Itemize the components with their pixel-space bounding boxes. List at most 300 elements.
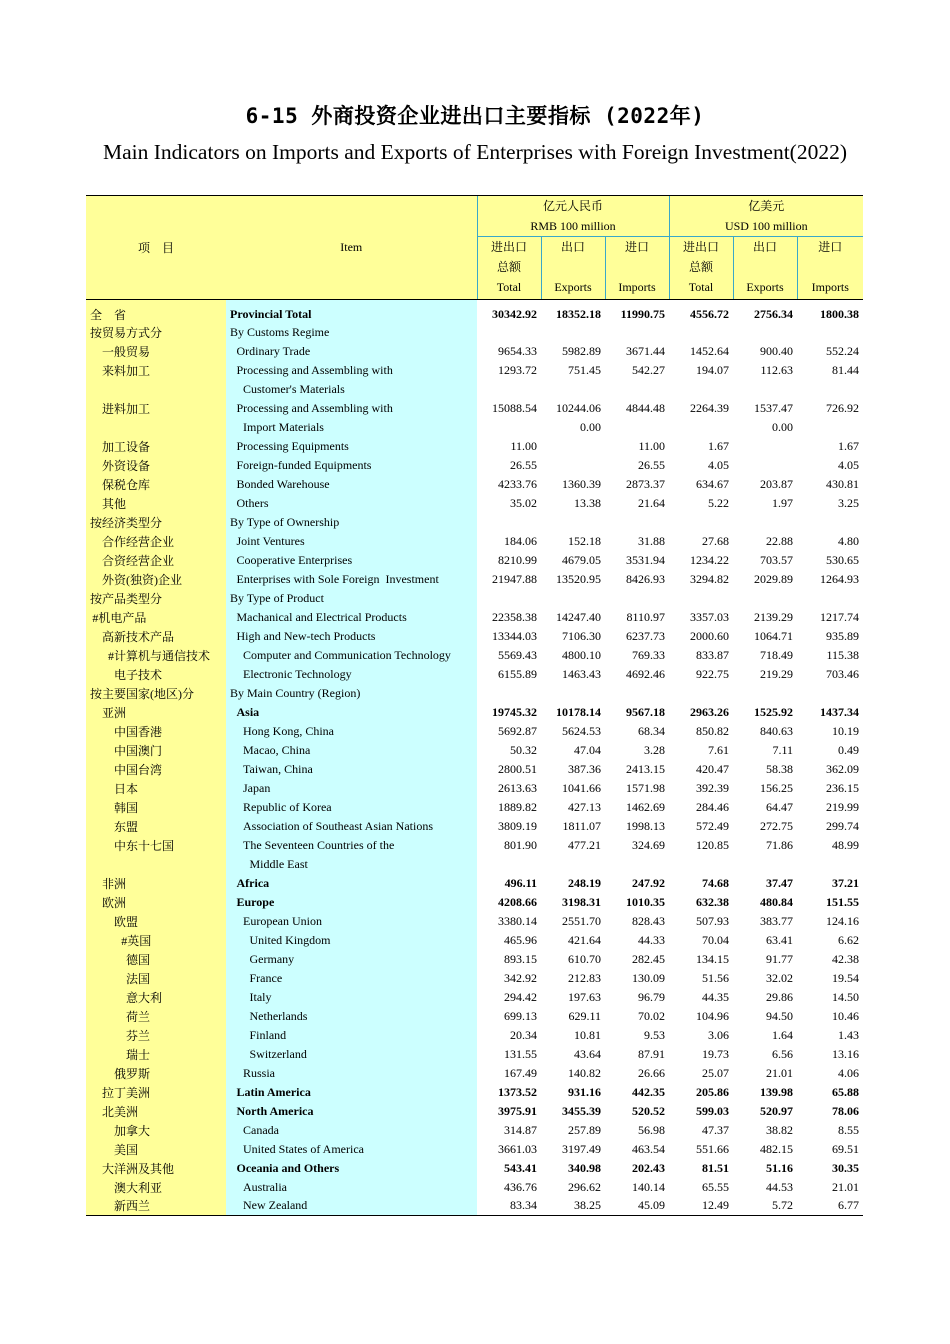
row-value: 430.81 (797, 475, 863, 494)
row-value: 1452.64 (669, 342, 733, 361)
row-value: 131.55 (477, 1045, 541, 1064)
row-value (797, 380, 863, 399)
row-value: 4679.05 (541, 551, 605, 570)
row-value: 294.42 (477, 988, 541, 1007)
row-value: 629.11 (541, 1007, 605, 1026)
table-row (86, 608, 863, 627)
row-label-cn: 拉丁美洲 (86, 1083, 226, 1102)
row-value: 507.93 (669, 912, 733, 931)
row-value: 14247.40 (541, 608, 605, 627)
row-label-cn: 亚洲 (86, 703, 226, 722)
row-value: 7.11 (733, 741, 797, 760)
row-value: 4233.76 (477, 475, 541, 494)
row-label-cn: 高新技术产品 (86, 627, 226, 646)
row-label-cn: 外资(独资)企业 (86, 570, 226, 589)
row-label-en: United Kingdom (226, 931, 477, 950)
row-value (669, 380, 733, 399)
header-rmb-total-cn: 进出口 总额 (477, 237, 541, 278)
row-label-cn: 法国 (86, 969, 226, 988)
row-value: 44.35 (669, 988, 733, 1007)
row-value: 152.18 (541, 532, 605, 551)
row-value: 18352.18 (541, 299, 605, 323)
table-row (86, 646, 863, 665)
row-value: 1.67 (669, 437, 733, 456)
row-value: 44.53 (733, 1178, 797, 1197)
row-value: 482.15 (733, 1140, 797, 1159)
row-value: 1.64 (733, 1026, 797, 1045)
header-usd-total-en: Total (669, 277, 733, 299)
row-label-cn: 欧洲 (86, 893, 226, 912)
row-value: 1293.72 (477, 361, 541, 380)
row-label-en: Bonded Warehouse (226, 475, 477, 494)
table-row (86, 1121, 863, 1140)
row-label-en: Germany (226, 950, 477, 969)
row-value: 10244.06 (541, 399, 605, 418)
row-value: 726.92 (797, 399, 863, 418)
row-label-en: By Main Country (Region) (226, 684, 477, 703)
row-value: 4208.66 (477, 893, 541, 912)
row-value (669, 513, 733, 532)
row-label-cn: 进料加工 (86, 399, 226, 418)
row-value: 421.64 (541, 931, 605, 950)
row-value: 4.80 (797, 532, 863, 551)
row-value: 2139.29 (733, 608, 797, 627)
row-value: 935.89 (797, 627, 863, 646)
row-value (733, 513, 797, 532)
row-label-cn: 电子技术 (86, 665, 226, 684)
row-label-en: Foreign-funded Equipments (226, 456, 477, 475)
row-value (797, 323, 863, 342)
header-item-en: Item (226, 196, 477, 300)
row-value: 15088.54 (477, 399, 541, 418)
row-label-en: Processing Equipments (226, 437, 477, 456)
row-value: 2029.89 (733, 570, 797, 589)
row-value (605, 380, 669, 399)
row-value: 1.97 (733, 494, 797, 513)
row-label-en: Europe (226, 893, 477, 912)
row-label-cn: 加拿大 (86, 1121, 226, 1140)
row-value: 78.06 (797, 1102, 863, 1121)
table-row (86, 437, 863, 456)
row-label-en: Japan (226, 779, 477, 798)
table-row (86, 1045, 863, 1064)
row-value: 25.07 (669, 1064, 733, 1083)
row-value (605, 589, 669, 608)
header-rmb-exports-cn: 出口 (541, 237, 605, 278)
row-value (541, 513, 605, 532)
row-label-cn: 韩国 (86, 798, 226, 817)
row-value: 340.98 (541, 1159, 605, 1178)
row-label-en: Machanical and Electrical Products (226, 608, 477, 627)
row-value: 922.75 (669, 665, 733, 684)
row-label-cn: 来料加工 (86, 361, 226, 380)
row-value: 212.83 (541, 969, 605, 988)
row-label-en: United States of America (226, 1140, 477, 1159)
row-value: 3809.19 (477, 817, 541, 836)
row-value: 203.87 (733, 475, 797, 494)
row-value: 3.06 (669, 1026, 733, 1045)
row-value: 284.46 (669, 798, 733, 817)
row-value: 219.99 (797, 798, 863, 817)
row-value: 4556.72 (669, 299, 733, 323)
row-label-en: Electronic Technology (226, 665, 477, 684)
row-value: 56.98 (605, 1121, 669, 1140)
row-value: 1525.92 (733, 703, 797, 722)
row-value: 8.55 (797, 1121, 863, 1140)
table-row (86, 380, 863, 399)
row-value: 1041.66 (541, 779, 605, 798)
row-value: 6.62 (797, 931, 863, 950)
row-label-en: Oceania and Others (226, 1159, 477, 1178)
row-value: 247.92 (605, 874, 669, 893)
row-value: 184.06 (477, 532, 541, 551)
table-row (86, 1102, 863, 1121)
row-value: 42.38 (797, 950, 863, 969)
row-value: 0.49 (797, 741, 863, 760)
row-value (733, 456, 797, 475)
row-value: 751.45 (541, 361, 605, 380)
row-value: 130.09 (605, 969, 669, 988)
row-value: 21.01 (733, 1064, 797, 1083)
row-value: 11990.75 (605, 299, 669, 323)
table-row (86, 703, 863, 722)
row-value: 3294.82 (669, 570, 733, 589)
header-rmb-exports-en: Exports (541, 277, 605, 299)
row-label-en: Finland (226, 1026, 477, 1045)
header-usd-imports-cn: 进口 (797, 237, 863, 278)
table-row (86, 323, 863, 342)
row-value (541, 456, 605, 475)
row-value: 20.34 (477, 1026, 541, 1045)
row-value (541, 684, 605, 703)
row-value: 1889.82 (477, 798, 541, 817)
row-value: 634.67 (669, 475, 733, 494)
row-value: 26.55 (605, 456, 669, 475)
table-row (86, 988, 863, 1007)
row-value: 257.89 (541, 1121, 605, 1140)
row-label-en: Asia (226, 703, 477, 722)
row-value: 4.06 (797, 1064, 863, 1083)
row-label-cn: 瑞士 (86, 1045, 226, 1064)
table-row (86, 513, 863, 532)
row-value: 30.35 (797, 1159, 863, 1178)
row-value: 2800.51 (477, 760, 541, 779)
row-value: 551.66 (669, 1140, 733, 1159)
row-label-cn (86, 855, 226, 874)
table-row (86, 399, 863, 418)
row-value: 139.98 (733, 1083, 797, 1102)
row-value (541, 437, 605, 456)
table-row (86, 494, 863, 513)
row-value: 65.88 (797, 1083, 863, 1102)
row-value (733, 589, 797, 608)
row-label-cn: 欧盟 (86, 912, 226, 931)
row-label-en: Latin America (226, 1083, 477, 1102)
row-label-cn: #计算机与通信技术 (86, 646, 226, 665)
row-value: 0.00 (733, 418, 797, 437)
row-value: 1537.47 (733, 399, 797, 418)
row-label-cn: 按经济类型分 (86, 513, 226, 532)
row-label-cn: 中国台湾 (86, 760, 226, 779)
table-row (86, 760, 863, 779)
row-value: 703.46 (797, 665, 863, 684)
row-value: 45.09 (605, 1197, 669, 1216)
table-row (86, 817, 863, 836)
row-value: 83.34 (477, 1197, 541, 1216)
row-value (605, 513, 669, 532)
row-value: 71.86 (733, 836, 797, 855)
row-value: 463.54 (605, 1140, 669, 1159)
row-value: 50.32 (477, 741, 541, 760)
table-row (86, 1159, 863, 1178)
table-row (86, 855, 863, 874)
row-label-cn: 保税仓库 (86, 475, 226, 494)
table-row (86, 1083, 863, 1102)
row-value: 10.46 (797, 1007, 863, 1026)
row-value: 74.68 (669, 874, 733, 893)
row-value: 70.02 (605, 1007, 669, 1026)
row-value: 3661.03 (477, 1140, 541, 1159)
row-value (605, 323, 669, 342)
row-value: 931.16 (541, 1083, 605, 1102)
table-row (86, 418, 863, 437)
row-label-cn: 按产品类型分 (86, 589, 226, 608)
row-value: 81.44 (797, 361, 863, 380)
row-label-en: Others (226, 494, 477, 513)
row-value: 248.19 (541, 874, 605, 893)
row-value: 10178.14 (541, 703, 605, 722)
row-value: 572.49 (669, 817, 733, 836)
row-label-en: Middle East (226, 855, 477, 874)
row-label-cn (86, 380, 226, 399)
row-value: 5.22 (669, 494, 733, 513)
row-value: 3531.94 (605, 551, 669, 570)
row-value (733, 855, 797, 874)
row-value: 1234.22 (669, 551, 733, 570)
row-value (477, 684, 541, 703)
row-value: 26.66 (605, 1064, 669, 1083)
row-value: 5624.53 (541, 722, 605, 741)
row-value: 7106.30 (541, 627, 605, 646)
row-value: 610.70 (541, 950, 605, 969)
row-value: 387.36 (541, 760, 605, 779)
page-title-cn: 6-15 外商投资企业进出口主要指标 (2022年) (245, 104, 705, 128)
row-value: 202.43 (605, 1159, 669, 1178)
table-row (86, 1197, 863, 1216)
row-value: 43.64 (541, 1045, 605, 1064)
row-value: 2551.70 (541, 912, 605, 931)
row-value: 442.35 (605, 1083, 669, 1102)
row-label-en: Enterprises with Sole Foreign Investment (226, 570, 477, 589)
row-value: 48.99 (797, 836, 863, 855)
row-value: 4844.48 (605, 399, 669, 418)
row-value: 1811.07 (541, 817, 605, 836)
row-label-en: Processing and Assembling with (226, 399, 477, 418)
table-row (86, 874, 863, 893)
row-value: 342.92 (477, 969, 541, 988)
row-label-en: High and New-tech Products (226, 627, 477, 646)
row-value: 8210.99 (477, 551, 541, 570)
row-label-en: Australia (226, 1178, 477, 1197)
row-value: 37.21 (797, 874, 863, 893)
row-value: 6155.89 (477, 665, 541, 684)
row-value: 6.77 (797, 1197, 863, 1216)
row-value: 496.11 (477, 874, 541, 893)
row-value: 38.82 (733, 1121, 797, 1140)
row-label-cn: 大洋洲及其他 (86, 1159, 226, 1178)
row-value: 29.86 (733, 988, 797, 1007)
row-value: 219.29 (733, 665, 797, 684)
row-value: 7.61 (669, 741, 733, 760)
row-value: 87.91 (605, 1045, 669, 1064)
row-value: 9654.33 (477, 342, 541, 361)
row-value: 1571.98 (605, 779, 669, 798)
row-value (477, 418, 541, 437)
row-value: 19.54 (797, 969, 863, 988)
row-label-en: Joint Ventures (226, 532, 477, 551)
row-label-en: Netherlands (226, 1007, 477, 1026)
row-label-cn: 北美洲 (86, 1102, 226, 1121)
row-label-cn: 芬兰 (86, 1026, 226, 1045)
row-value: 65.55 (669, 1178, 733, 1197)
row-value (605, 418, 669, 437)
row-label-cn: 中国香港 (86, 722, 226, 741)
row-value: 2264.39 (669, 399, 733, 418)
table-row (86, 1007, 863, 1026)
table-body (86, 299, 863, 1216)
row-value: 1010.35 (605, 893, 669, 912)
row-value: 900.40 (733, 342, 797, 361)
row-value: 1462.69 (605, 798, 669, 817)
table-row (86, 741, 863, 760)
row-value: 1064.71 (733, 627, 797, 646)
row-value: 81.51 (669, 1159, 733, 1178)
table-row (86, 798, 863, 817)
row-value (669, 418, 733, 437)
row-value: 11.00 (605, 437, 669, 456)
row-label-cn: 合资经营企业 (86, 551, 226, 570)
row-value: 480.84 (733, 893, 797, 912)
row-value: 4.05 (797, 456, 863, 475)
row-value: 314.87 (477, 1121, 541, 1140)
row-value: 21947.88 (477, 570, 541, 589)
row-value: 3380.14 (477, 912, 541, 931)
row-value: 520.97 (733, 1102, 797, 1121)
table-row (86, 722, 863, 741)
row-label-en: New Zealand (226, 1197, 477, 1216)
row-label-en: Processing and Assembling with (226, 361, 477, 380)
row-value: 530.65 (797, 551, 863, 570)
row-value: 362.09 (797, 760, 863, 779)
row-value: 272.75 (733, 817, 797, 836)
row-value: 1373.52 (477, 1083, 541, 1102)
row-value: 140.82 (541, 1064, 605, 1083)
row-value: 134.15 (669, 950, 733, 969)
row-value: 833.87 (669, 646, 733, 665)
row-value: 801.90 (477, 836, 541, 855)
row-value: 1360.39 (541, 475, 605, 494)
row-value: 2613.63 (477, 779, 541, 798)
row-value (669, 855, 733, 874)
row-value: 35.02 (477, 494, 541, 513)
row-value (669, 323, 733, 342)
row-label-cn: 非洲 (86, 874, 226, 893)
row-label-cn: 其他 (86, 494, 226, 513)
row-label-cn (86, 418, 226, 437)
row-label-cn: 荷兰 (86, 1007, 226, 1026)
row-value: 3357.03 (669, 608, 733, 627)
row-value: 850.82 (669, 722, 733, 741)
table-row (86, 475, 863, 494)
row-value: 5.72 (733, 1197, 797, 1216)
row-value: 68.34 (605, 722, 669, 741)
row-value: 96.79 (605, 988, 669, 1007)
row-value (477, 380, 541, 399)
row-value: 3975.91 (477, 1102, 541, 1121)
row-value: 112.63 (733, 361, 797, 380)
row-value: 37.47 (733, 874, 797, 893)
row-label-en: Macao, China (226, 741, 477, 760)
row-value: 64.47 (733, 798, 797, 817)
header-rmb-total-en: Total (477, 277, 541, 299)
row-value: 3671.44 (605, 342, 669, 361)
row-label-cn: 俄罗斯 (86, 1064, 226, 1083)
row-value: 47.04 (541, 741, 605, 760)
row-value: 2000.60 (669, 627, 733, 646)
indicators-table (86, 195, 863, 1216)
row-value: 3197.49 (541, 1140, 605, 1159)
row-value: 140.14 (605, 1178, 669, 1197)
table-row (86, 532, 863, 551)
row-label-en: Association of Southeast Asian Nations (226, 817, 477, 836)
row-label-cn: 东盟 (86, 817, 226, 836)
row-value: 22358.38 (477, 608, 541, 627)
row-value: 13.16 (797, 1045, 863, 1064)
row-value: 5569.43 (477, 646, 541, 665)
row-value: 13344.03 (477, 627, 541, 646)
table-row (86, 589, 863, 608)
table-row (86, 551, 863, 570)
row-value: 236.15 (797, 779, 863, 798)
row-value: 14.50 (797, 988, 863, 1007)
row-label-cn: 澳大利亚 (86, 1178, 226, 1197)
row-value: 19.73 (669, 1045, 733, 1064)
row-value: 51.56 (669, 969, 733, 988)
row-value: 296.62 (541, 1178, 605, 1197)
row-value: 44.33 (605, 931, 669, 950)
row-value: 194.07 (669, 361, 733, 380)
row-value: 2413.15 (605, 760, 669, 779)
row-label-en: Taiwan, China (226, 760, 477, 779)
row-value: 32.02 (733, 969, 797, 988)
row-value: 1217.74 (797, 608, 863, 627)
row-label-en: Provincial Total (226, 299, 477, 323)
row-value: 2963.26 (669, 703, 733, 722)
row-value: 205.86 (669, 1083, 733, 1102)
row-value: 27.68 (669, 532, 733, 551)
row-value (541, 380, 605, 399)
row-value: 465.96 (477, 931, 541, 950)
row-value: 63.41 (733, 931, 797, 950)
row-value: 70.04 (669, 931, 733, 950)
table-row (86, 456, 863, 475)
row-value: 769.33 (605, 646, 669, 665)
header-rmb-imports-cn: 进口 (605, 237, 669, 278)
row-value: 282.45 (605, 950, 669, 969)
row-value: 11.00 (477, 437, 541, 456)
table-row (86, 931, 863, 950)
row-value (541, 589, 605, 608)
